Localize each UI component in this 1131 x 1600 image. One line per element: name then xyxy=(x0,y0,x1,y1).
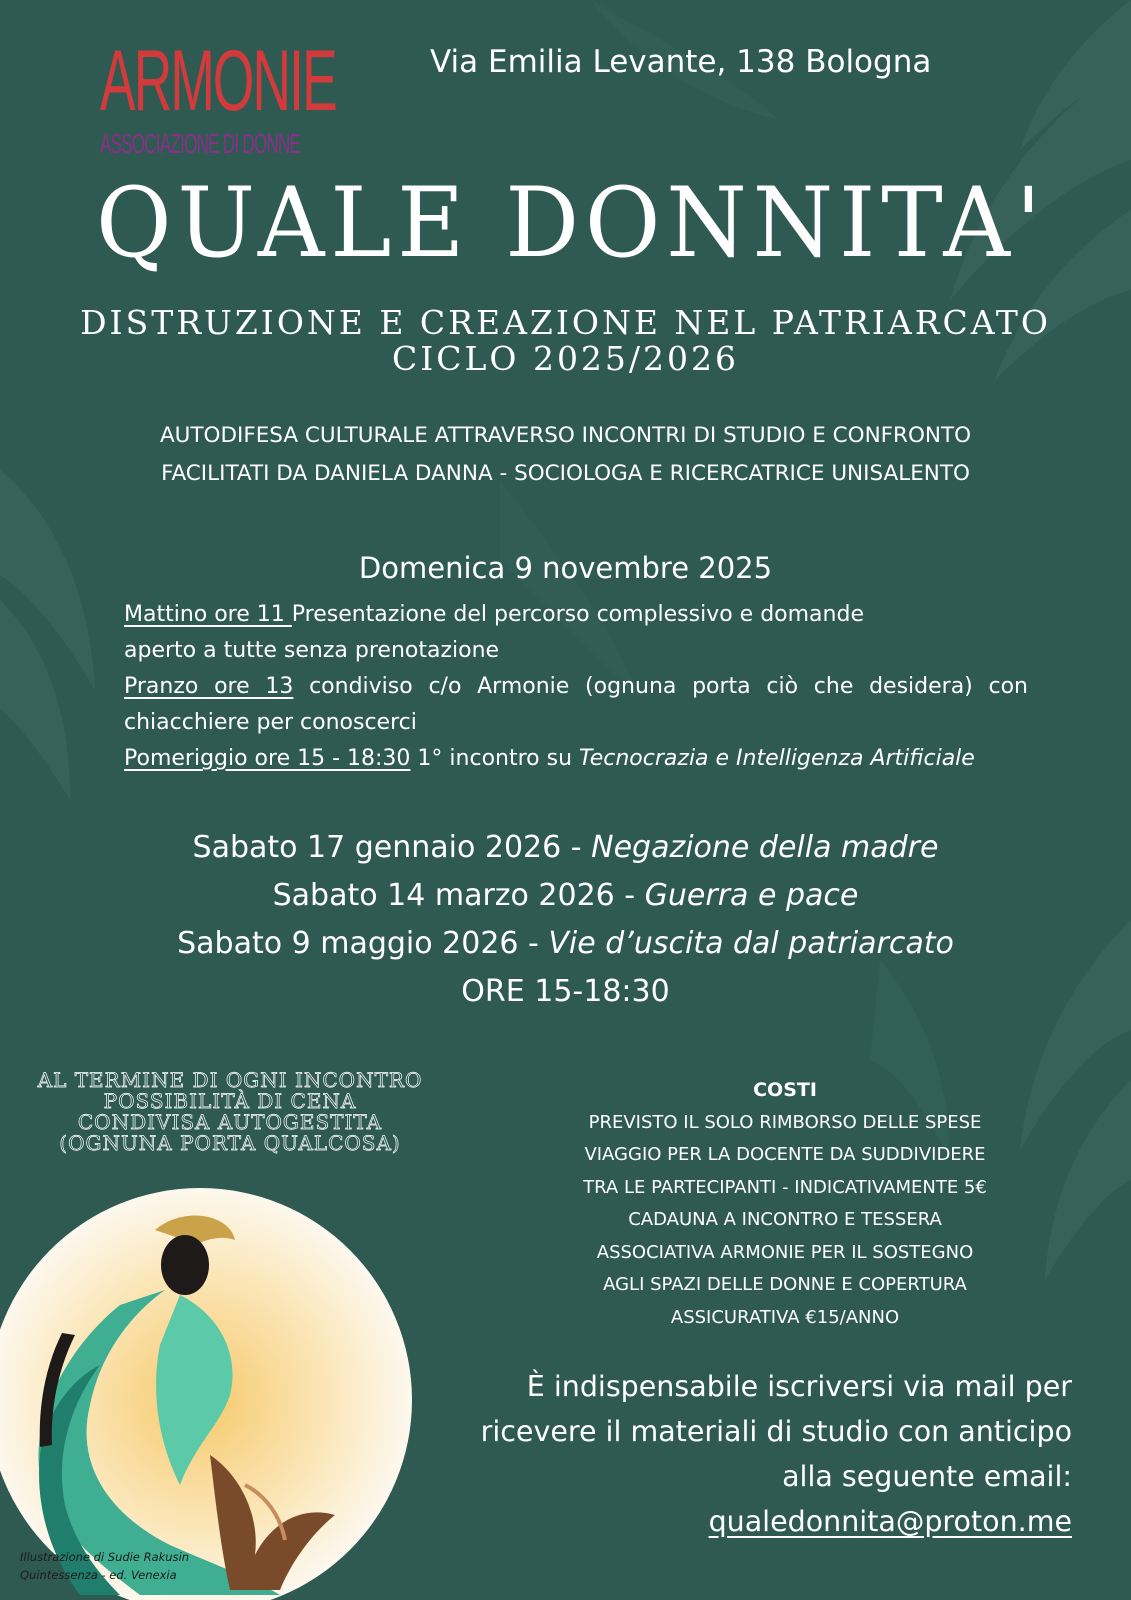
session-list xyxy=(0,824,1131,1016)
lunch-text: condiviso c/o Armonie (ognuna porta ciò che desidera) con xyxy=(293,674,1028,699)
morning-label: Mattino ore 11 xyxy=(124,602,292,627)
session-topic: Vie d’uscita dal patriarcato xyxy=(548,926,954,961)
address: Via Emilia Levante, 138 Bologna xyxy=(430,44,932,80)
lunch-label: Pranzo ore 13 xyxy=(124,674,294,699)
first-event-date: Domenica 9 novembre 2025 xyxy=(358,551,773,585)
session-date: Sabato 17 gennaio 2026 - xyxy=(192,830,592,865)
page-title-text: QUALE DONNITA' xyxy=(96,167,1047,279)
costs-line: AGLI SPAZI DELLE DONNE E COPERTURA xyxy=(603,1274,967,1295)
lunch-text-2: chiacchiere per conoscerci xyxy=(124,710,417,735)
page-title xyxy=(96,167,1047,279)
session-topic: Negazione della madre xyxy=(591,830,939,865)
afternoon-topic: Tecnocrazia e Intelligenza Artificiale xyxy=(579,746,975,771)
dinner-line: (OGNUNA PORTA QUALCOSA) xyxy=(59,1131,401,1155)
dinner-line: POSSIBILITÀ DI CENA xyxy=(103,1089,357,1113)
signup-line: alla seguente email: xyxy=(782,1460,1072,1493)
illustration-woman-with-bird xyxy=(0,1185,420,1600)
credit-line: Illustrazione di Sudie Rakusin xyxy=(20,1550,190,1564)
costs-line: CADAUNA A INCONTRO E TESSERA xyxy=(628,1209,942,1230)
afternoon-text: 1° incontro su xyxy=(410,746,580,771)
costs-line: PREVISTO IL SOLO RIMBORSO DELLE SPESE xyxy=(588,1111,982,1133)
subtitle-line-1: DISTRUZIONE E CREAZIONE NEL PATRIARCATO xyxy=(80,303,1051,342)
illustration-credit xyxy=(20,1548,189,1584)
session-date: Sabato 9 maggio 2026 - xyxy=(177,926,549,961)
sessions-time: ORE 15-18:30 xyxy=(461,974,670,1009)
first-event-schedule xyxy=(124,597,1028,777)
signup-line: È indispensabile iscriversi via mail per xyxy=(526,1370,1072,1403)
afternoon-label: Pomeriggio ore 15 - 18:30 xyxy=(124,746,411,771)
session-date: Sabato 14 marzo 2026 - xyxy=(272,878,645,913)
armonie-logo xyxy=(100,33,380,159)
credit-line: Quintessenza - ed. Venexia xyxy=(20,1568,177,1582)
intro-line-2: FACILITATI DA DANIELA DANNA - SOCIOLOGA E RICERCATRICE UNISALENTO xyxy=(161,461,970,486)
morning-note: aperto a tutte senza prenotazione xyxy=(124,638,500,663)
session-item xyxy=(0,872,1131,920)
intro-line-1: AUTODIFESA CULTURALE ATTRAVERSO INCONTRI DI STUDIO E CONFRONTO xyxy=(159,423,972,448)
costs-heading: COSTI xyxy=(753,1079,817,1101)
costs-section xyxy=(540,1074,1030,1334)
email-link[interactable]: qualedonnita@proton.me xyxy=(708,1505,1072,1538)
session-topic: Guerra e pace xyxy=(644,878,859,913)
costs-line: TRA LE PARTECIPANTI - INDICATIVAMENTE 5€ xyxy=(583,1176,987,1198)
logo-name: ARMONIE xyxy=(100,33,336,129)
signup-section xyxy=(440,1364,1072,1544)
morning-text: Presentazione del percorso complessivo e domande xyxy=(291,602,864,627)
logo-tagline: ASSOCIAZIONE DI DONNE xyxy=(100,128,301,159)
costs-line: ASSICURATIVA €15/ANNO xyxy=(670,1306,900,1328)
session-item xyxy=(0,824,1131,872)
signup-line: ricevere il materiali di studio con anticipo xyxy=(480,1415,1072,1448)
costs-line: ASSOCIATIVA ARMONIE PER IL SOSTEGNO xyxy=(596,1241,974,1263)
dinner-line: CONDIVISA AUTOGESTITA xyxy=(77,1110,383,1134)
dinner-line: AL TERMINE DI OGNI INCONTRO xyxy=(37,1068,423,1092)
session-item xyxy=(0,920,1131,968)
subtitle-line-2: CICLO 2025/2026 xyxy=(391,339,740,378)
dinner-note xyxy=(30,1070,430,1154)
costs-line: VIAGGIO PER LA DOCENTE DA SUDDIVIDERE xyxy=(584,1144,986,1165)
